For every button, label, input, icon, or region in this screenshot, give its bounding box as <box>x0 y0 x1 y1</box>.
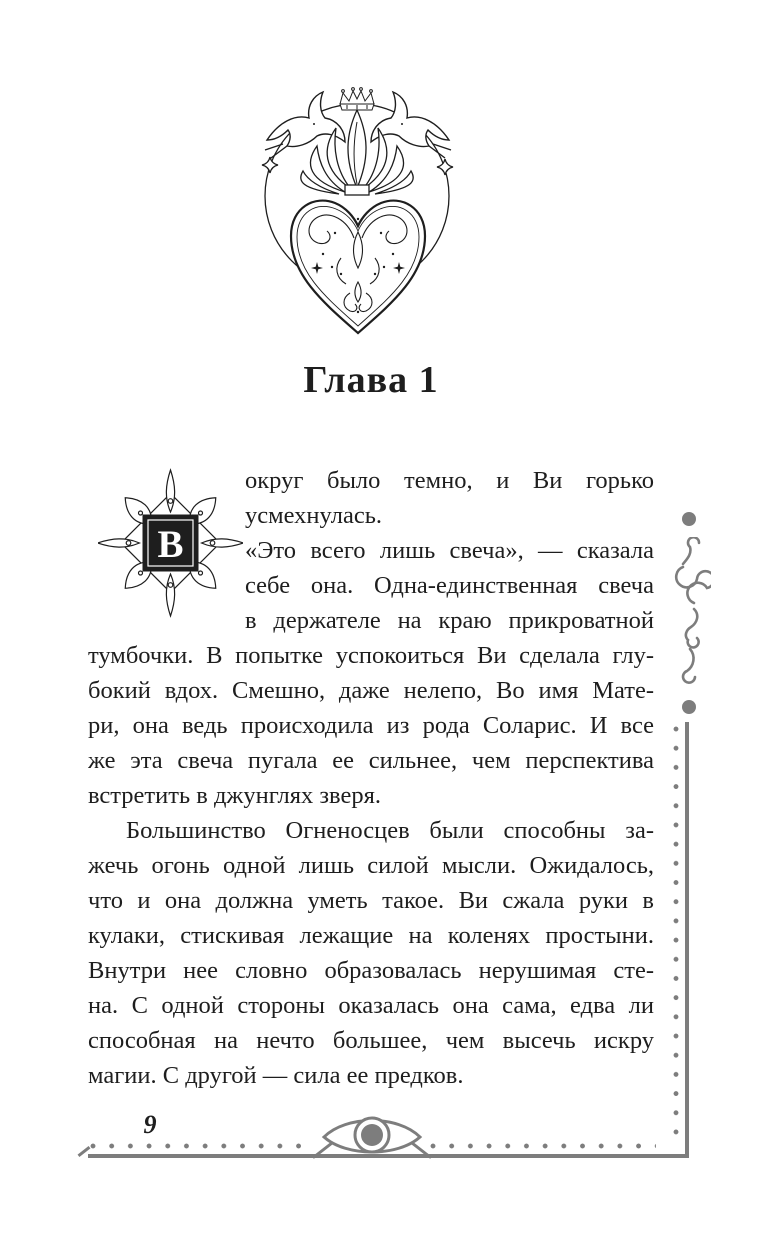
scroll-flourish-icon <box>669 537 711 691</box>
text-line: же эта свеча пугала ее сильнее, чем перспектива <box>88 747 654 774</box>
text-line: себе она. Одна-единственная свеча <box>245 572 654 599</box>
text-line: Большинство Огненосцев были способны за- <box>126 817 654 844</box>
text-line: жечь огонь одной лишь силой мысли. Ожидалось, <box>88 852 654 879</box>
text-line: «Это всего лишь свеча», — сказала <box>245 537 654 564</box>
text-line: Внутри нее словно образовалась нерушимая сте- <box>88 957 654 984</box>
text-line: встретить в джунглях зверя. <box>88 782 381 809</box>
text-line: бокий вдох. Смешно, даже нелепо, Во имя Мате- <box>88 677 654 704</box>
drop-cap-letter: В <box>157 523 184 566</box>
page-number: 9 <box>143 1110 157 1139</box>
flaming-heart-ornament <box>233 86 483 336</box>
text-line: усмехнулась. <box>245 502 382 529</box>
text-line: округ было темно, и Ви горько <box>245 467 654 494</box>
heart-icon <box>291 201 425 333</box>
side-dot-top <box>682 512 696 526</box>
text-line: в держателе на краю прикроватной <box>245 607 654 634</box>
crown-icon <box>340 88 374 110</box>
sparkle-right-icon <box>437 159 453 175</box>
text-line: кулаки, стискивая лежащие на коленях простыни. <box>88 922 654 949</box>
chapter-title: Глава 1 <box>303 359 439 401</box>
sparkle-left-icon <box>262 157 278 173</box>
side-dot-bottom <box>682 700 696 714</box>
side-dots <box>673 726 679 1148</box>
side-rule <box>685 722 689 1158</box>
drop-cap-frame-icon <box>98 467 243 619</box>
eye-icon <box>312 1106 432 1164</box>
text-line: что и она должна уметь такое. Ви сжала руки в <box>88 887 654 914</box>
text-line: тумбочки. В попытке успокоиться Ви сделала глу- <box>88 642 654 669</box>
text-line: способная на нечто большее, чем высечь искру <box>88 1027 654 1054</box>
text-line: магии. С другой — сила ее предков. <box>88 1062 464 1089</box>
text-line: ри, она ведь происходила из рода Соларис. И все <box>88 712 654 739</box>
footer-dots-right <box>430 1143 656 1149</box>
text-line: на. С одной стороны оказалась она сама, едва ли <box>88 992 654 1019</box>
body-text <box>88 463 654 1093</box>
footer-dots-left <box>90 1143 314 1149</box>
drop-cap-ornament <box>98 467 243 619</box>
